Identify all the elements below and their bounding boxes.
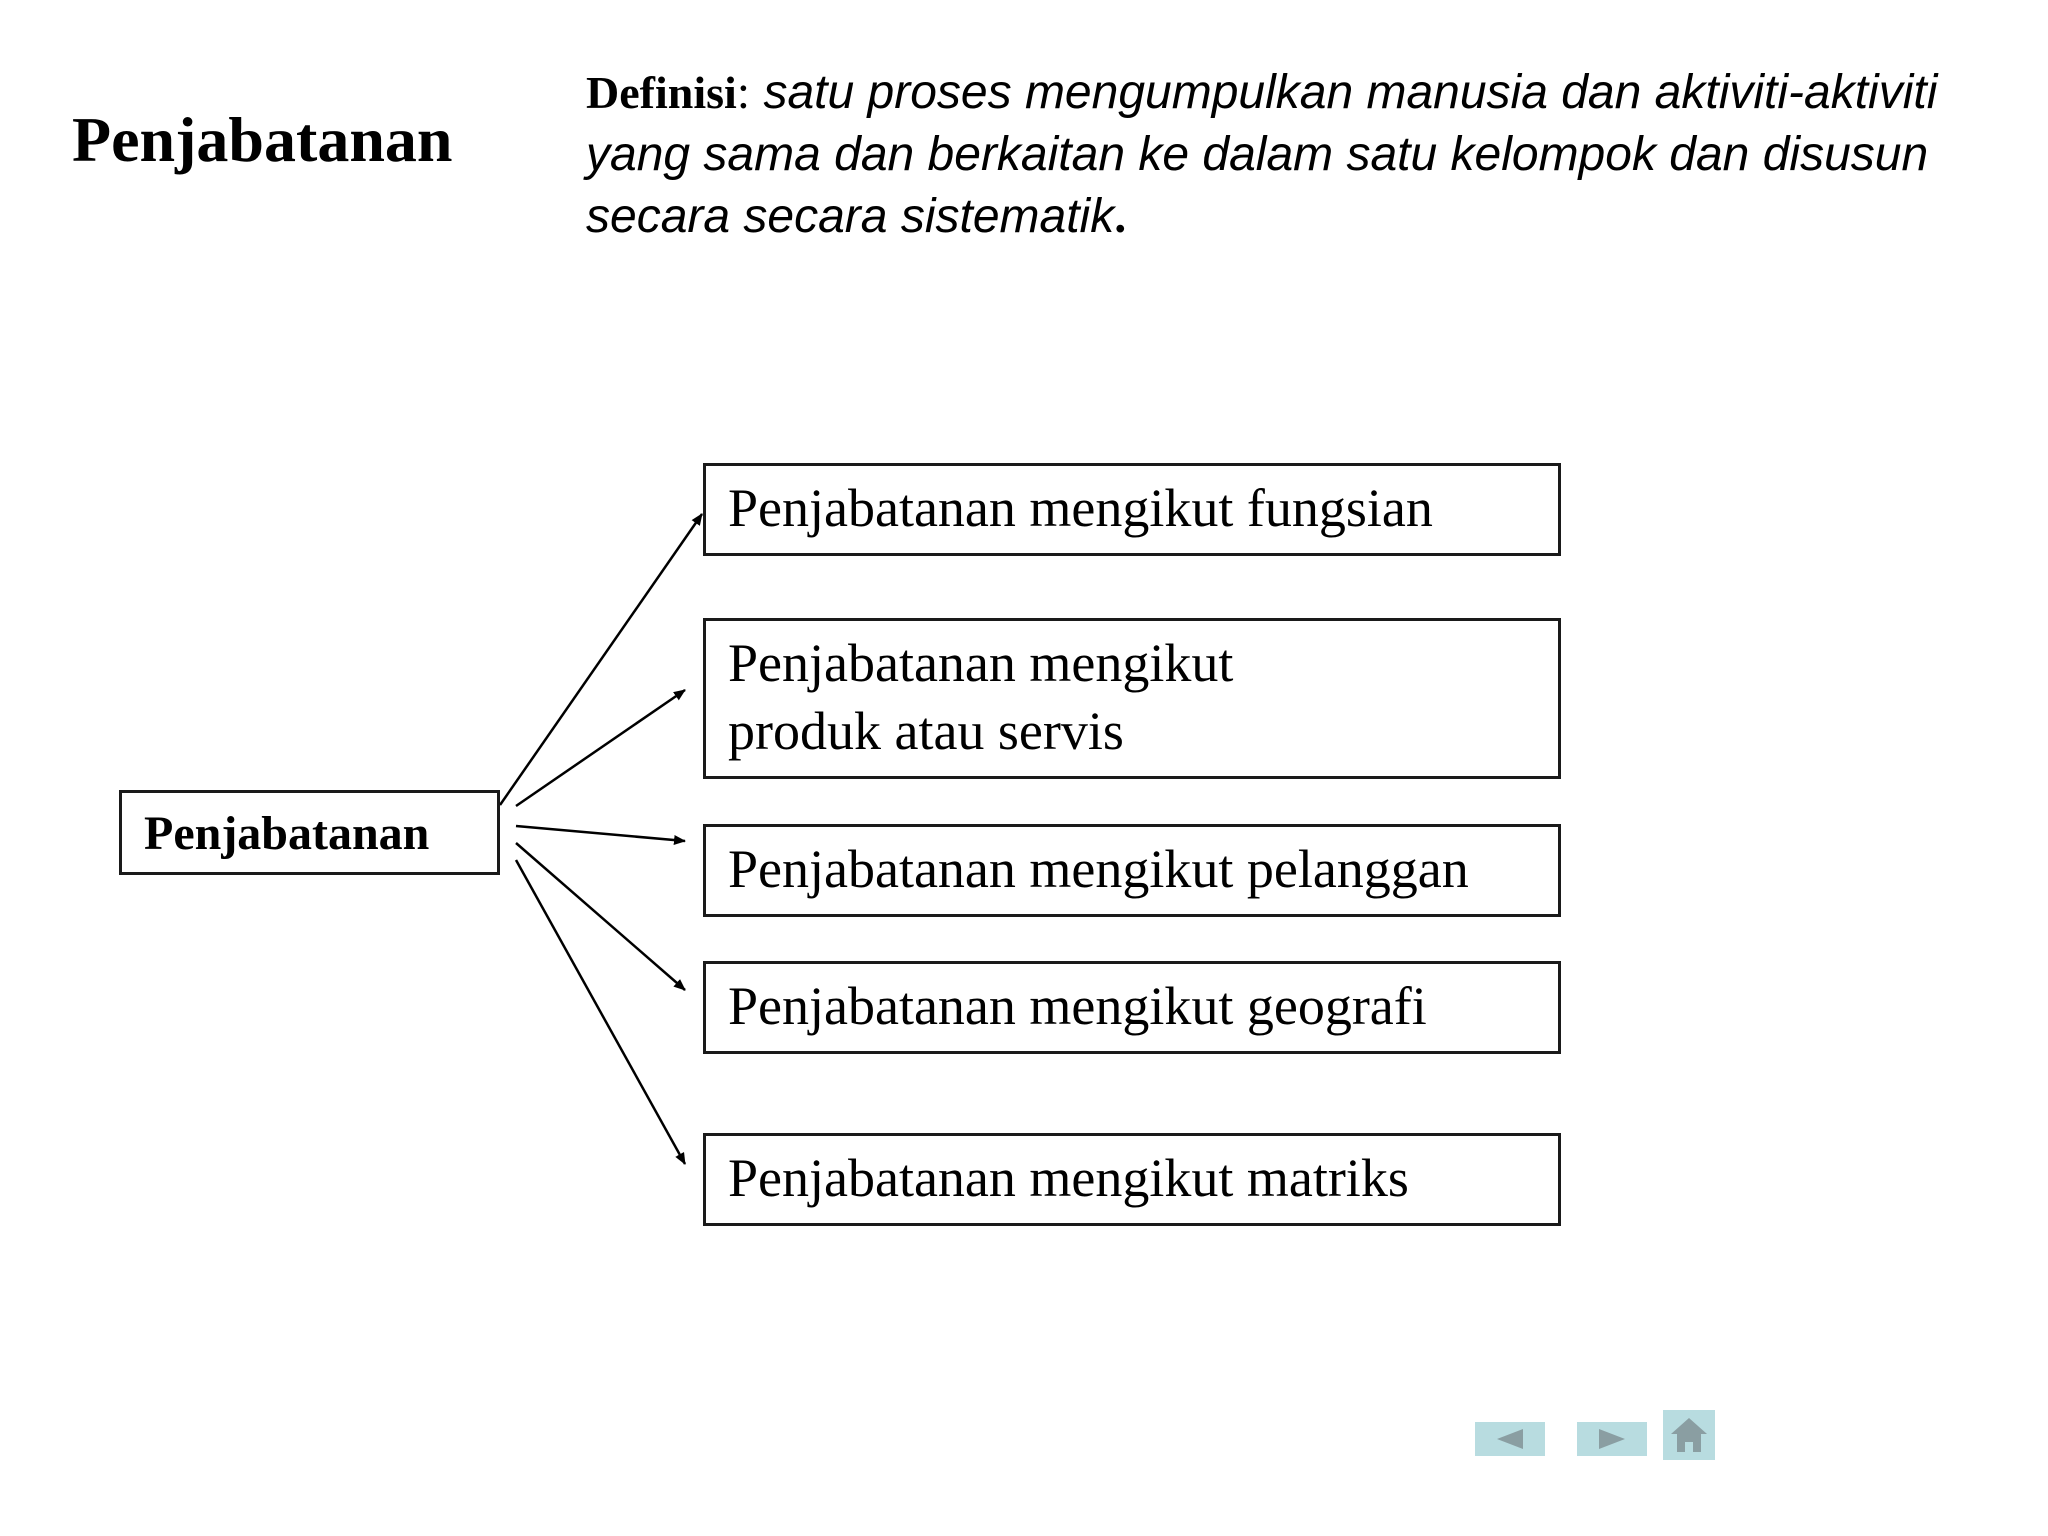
next-slide-button[interactable] (1577, 1422, 1647, 1456)
arrow-to-produk (516, 690, 685, 806)
definition-colon: : (736, 66, 751, 119)
branch-node-pelanggan: Penjabatanan mengikut pelanggan (703, 824, 1561, 917)
branch-node-fungsian: Penjabatanan mengikut fungsian (703, 463, 1561, 556)
slide-title: Penjabatanan (72, 104, 453, 175)
house-icon (1669, 1416, 1709, 1454)
definition-body: satu proses mengumpulkan manusia dan aktiviti-aktiviti yang sama dan berkaitan ke dalam satu kelompok dan disusun secara secara sistematik (586, 66, 1938, 243)
triangle-right-icon (1597, 1428, 1627, 1450)
definition-label: Definisi (586, 67, 737, 118)
arrow-to-matriks (516, 860, 685, 1164)
home-button[interactable] (1663, 1410, 1715, 1460)
root-node: Penjabatanan (119, 790, 500, 875)
arrow-to-fungsian (500, 514, 702, 805)
previous-slide-button[interactable] (1475, 1422, 1545, 1456)
definition-end-mark: . (1114, 190, 1127, 243)
branch-node-produk: Penjabatanan mengikut produk atau servis (703, 618, 1561, 779)
triangle-left-icon (1495, 1428, 1525, 1450)
branch-node-matriks: Penjabatanan mengikut matriks (703, 1133, 1561, 1226)
arrow-to-pelanggan (516, 826, 685, 841)
arrow-to-geografi (516, 843, 685, 990)
branch-node-geografi: Penjabatanan mengikut geografi (703, 961, 1561, 1054)
navigation-bar (1475, 1410, 1715, 1462)
